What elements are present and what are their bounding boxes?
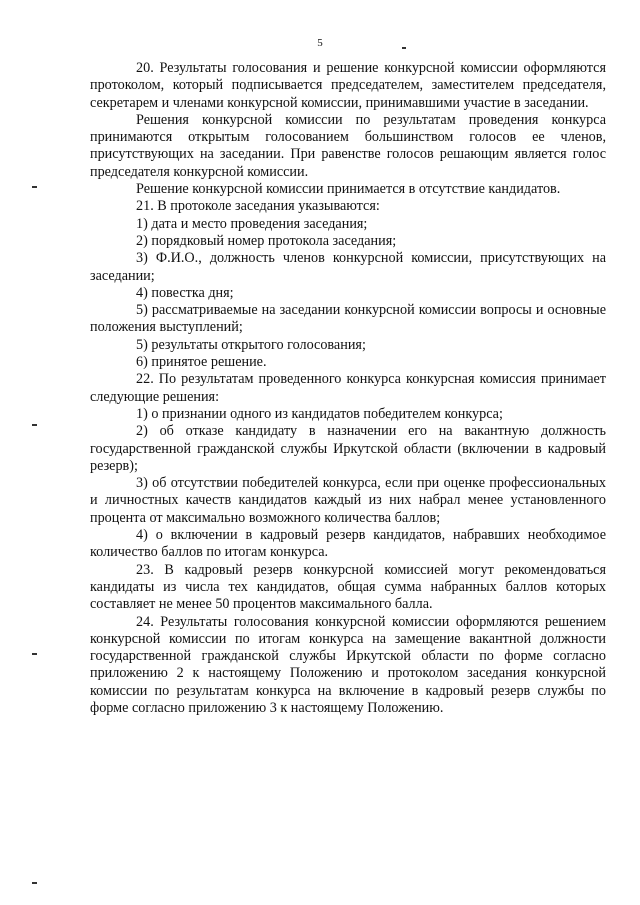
document-body: [90, 60, 606, 717]
paragraph-23: 23. В кадровый резерв конкурсной комиссией могут рекомендоваться кандидаты из числа тех кандидатов, общая сумма набранных баллов которых составляет не менее 50 процентов максимального балла.: [90, 561, 606, 613]
paragraph-24: 24. Результаты голосования конкурсной комиссии оформляются решением конкурсной комиссии по итогам конкурса на замещение вакантной должности государственной гражданской службы Иркутской области по форме согласно приложению 2 к настоящему Положению и протоколом заседания конкурсной комиссии по результатам конкурса на включение в кадровый резерв службы по форме согласно приложению 3 к настоящему Положению.: [90, 613, 606, 716]
scan-mark: [32, 653, 37, 655]
list-item: 4) повестка дня;: [136, 284, 234, 301]
scan-mark: [32, 186, 37, 188]
list-item: 3) Ф.И.О., должность членов конкурсной комиссии, присутствующих на заседании;: [90, 250, 606, 284]
paragraph-absence: Решение конкурсной комиссии принимается в отсутствие кандидатов.: [136, 181, 561, 198]
list-item: 6) принятое решение.: [136, 354, 267, 371]
list-item: 1) дата и место проведения заседания;: [136, 215, 368, 232]
paragraph-20: 20. Результаты голосования и решение конкурсной комиссии оформляются протоколом, который подписывается председателем, заместителем председателя, секретарем и членами конкурсной комиссии, принимавшими участие в заседании.: [90, 60, 606, 111]
list-item: 4) о включении в кадровый резерв кандидатов, набравших необходимое количество баллов по итогам конкурса.: [90, 527, 606, 561]
list-item: 1) о признании одного из кандидатов победителем конкурса;: [136, 405, 503, 422]
list-item: 2) порядковый номер протокола заседания;: [136, 232, 397, 249]
page-number: 5: [317, 37, 323, 49]
list-item: 2) об отказе кандидату в назначении его на вакантную должность государственной гражданской службы Иркутской области (включении в кадровый резерв);: [90, 423, 606, 474]
list-item: 3) об отсутствии победителей конкурса, если при оценке профессиональных и личностных качеств кандидатов каждый из них набрал менее установленного процента от максимально возможного количества баллов;: [90, 475, 606, 526]
scan-mark: [32, 882, 37, 884]
list-item: 5) рассматриваемые на заседании конкурсной комиссии вопросы и основные положения выступлений;: [90, 302, 606, 336]
list-item: 5) результаты открытого голосования;: [136, 336, 366, 353]
paragraph-decisions: Решения конкурсной комиссии по результатам проведения конкурса принимаются открытым голосованием большинством голосов ее членов, присутствующих на заседании. При равенстве голосов решающим является голос председателя конкурсной комиссии.: [90, 111, 606, 180]
paragraph-21: 21. В протоколе заседания указываются:: [136, 198, 380, 215]
scan-mark: [32, 424, 37, 426]
paragraph-22: 22. По результатам проведенного конкурса конкурсная комиссия принимает следующие решения:: [90, 371, 606, 405]
scan-mark: [402, 47, 406, 49]
